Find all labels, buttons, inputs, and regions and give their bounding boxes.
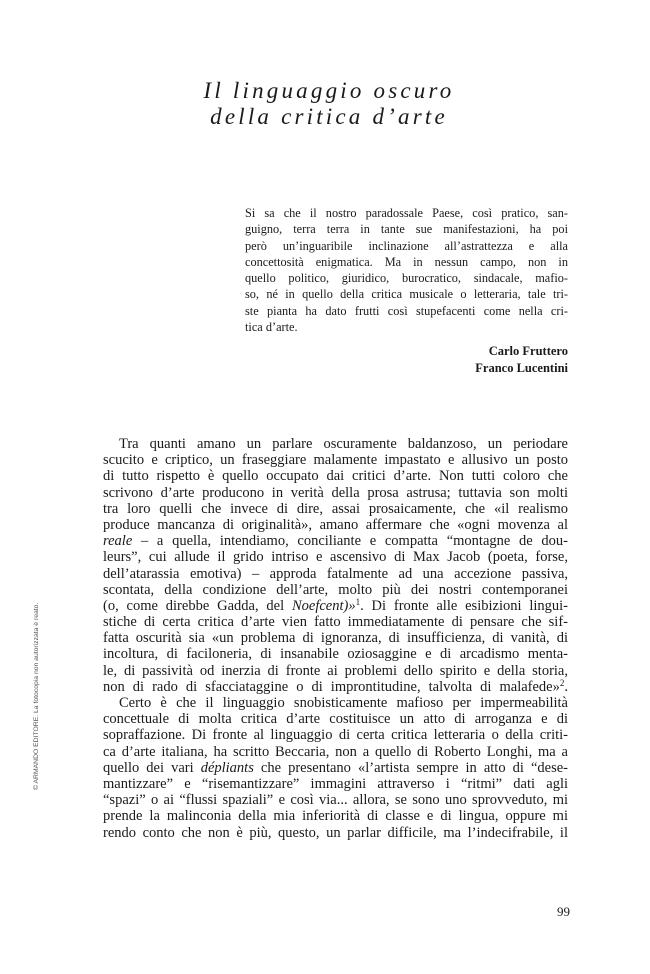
- text-segment: rendo conto che non è più, questo, un parlar difficile, ma l’indecifrabile, il: [103, 824, 568, 841]
- body-line: [103, 760, 568, 776]
- text-segment: le, di passività od inerzia di fronte ai problemi dello spirito e della storia,: [103, 662, 568, 679]
- text-segment: . Di fronte alle esibizioni lingui-: [360, 597, 569, 614]
- epigraph-line: tica d’arte.: [245, 320, 298, 335]
- text-segment: incoltura, di faciloneria, di insanabile oziosaggine e di arcadismo menta-: [103, 646, 568, 663]
- body-line: [103, 792, 568, 808]
- chapter-title-line-2: della critica d’arte: [210, 104, 448, 129]
- text-segment: sopraffazione. Di fronte al linguaggio di certa critica letteraria o della criti-: [103, 727, 568, 744]
- text-segment: non di rado di sfacciataggine o di improntitudine, talvolta di malafede»: [103, 678, 560, 695]
- epigraph-line: guigno, terra terra in tante sue manifestazioni, ha poi: [245, 222, 568, 237]
- epigraph-line: concettosità enigmatica. Ma in nessun campo, non in: [245, 254, 568, 269]
- italic-text: Noefcent)»: [291, 597, 356, 614]
- epigraph-line: quello politico, giuridico, burocratico, sindacale, mafio-: [245, 271, 568, 286]
- italic-text: reale: [103, 533, 133, 550]
- text-segment: Certo è che il linguaggio snobisticamente mafioso per impermeabilità: [119, 695, 568, 711]
- epigraph-line: però un’inguaribile inclinazione all’astrattezza e alla: [245, 238, 568, 253]
- epigraph: [245, 205, 568, 335]
- chapter-title-line-1: Il linguaggio oscuro: [203, 78, 455, 103]
- body-line: [103, 436, 568, 452]
- body-line: [103, 711, 568, 727]
- epigraph-author: Franco Lucentini: [475, 361, 568, 375]
- body-line: [103, 776, 568, 792]
- body-line: [103, 614, 568, 630]
- copyright-notice: © ARMANDO EDITORE. La fotocopia non autorizzata è reato.: [33, 602, 40, 790]
- body-line: [103, 533, 568, 549]
- text-segment: ca d’arte italiana, ha scritto Beccaria, non a quello di Roberto Longhi, ma a: [103, 743, 568, 760]
- text-segment: scucito e criptico, un fraseggiare malamente impastato e allusivo un posto: [103, 452, 568, 469]
- italic-text: dépliants: [200, 759, 254, 776]
- body-line: [103, 744, 568, 760]
- text-segment: fatta oscurità sia «un problema di ignoranza, di insufficienza, di vanità, di: [103, 630, 568, 647]
- text-segment: scrivono d’arte producono in verità della prosa astrusa; tuttavia son molti: [103, 484, 568, 501]
- body-line: [103, 452, 568, 468]
- text-segment: (o, come direbbe Gadda, del: [103, 597, 292, 614]
- epigraph-author: Carlo Fruttero: [488, 344, 568, 358]
- text-segment: concettuale di molta critica d’arte costituisce un atto di arroganza e di: [103, 711, 568, 728]
- text-segment: prende la malinconia della mia inferiorità di classe e di lingua, oppure mi: [103, 808, 568, 825]
- body-text: [103, 436, 568, 841]
- body-line: [103, 695, 568, 711]
- text-segment: stiche di certa critica d’arte vien fatto immediatamente di pensare che sif-: [103, 614, 568, 631]
- body-line: [103, 517, 568, 533]
- body-line: [103, 727, 568, 743]
- body-line: [103, 582, 568, 598]
- body-line: [103, 630, 568, 646]
- text-segment: scontata, della condizione dell’arte, molto più dei nostri contemporanei: [103, 581, 568, 598]
- body-line: [103, 825, 568, 841]
- footnote-ref: 2: [559, 677, 565, 688]
- body-line: [103, 468, 568, 484]
- footnote-ref: 1: [355, 596, 361, 607]
- text-segment: mantizzare” e “risemantizzare” immagini attraverso i “ritmi” dati agli: [103, 775, 568, 792]
- text-segment: produce mancanza di originalità», amano affermare che «ogni movenza al: [103, 516, 568, 533]
- body-line: [103, 485, 568, 501]
- body-line: [103, 501, 568, 517]
- text-segment: Tra quanti amano un parlare oscuramente baldanzoso, un periodare: [119, 436, 568, 452]
- text-segment: che presentano «l’artista sempre in atto di “dese-: [253, 759, 568, 776]
- text-segment: tra loro quelli che invece di dire, assai prosaicamente, che «il realismo: [103, 500, 568, 517]
- body-line: [103, 646, 568, 662]
- text-segment: di tutto rispetto è quello occupato dai critici d’arte. Non tutti coloro che: [103, 468, 568, 485]
- body-line: [103, 663, 568, 679]
- body-line: [103, 808, 568, 824]
- body-line: [103, 598, 568, 614]
- body-line: [103, 679, 568, 695]
- text-segment: .: [564, 678, 568, 695]
- body-line: [103, 566, 568, 582]
- text-segment: – a quella, intendiamo, conciliante e compatta “montagne de dou-: [132, 533, 568, 550]
- epigraph-line: ste pianta ha dato frutti così stupefacenti come nella cri-: [245, 303, 568, 318]
- epigraph-line: so, né in quello della critica musicale o letteraria, tale tri-: [245, 287, 568, 302]
- page-number: 99: [557, 904, 570, 919]
- text-segment: dell’atarassia emotiva) – approda fatalmente ad una accezione passiva,: [103, 565, 568, 582]
- text-segment: leurs”, cui allude il grido intriso e ascensivo di Max Jacob (poeta, forse,: [103, 549, 568, 566]
- body-line: [103, 549, 568, 565]
- text-segment: quello dei vari: [103, 759, 201, 776]
- text-segment: “spazi” o ai “flussi spaziali” e così via... allora, se sono uno sprovveduto, mi: [103, 792, 568, 809]
- epigraph-line: Si sa che il nostro paradossale Paese, così pratico, san-: [245, 206, 568, 220]
